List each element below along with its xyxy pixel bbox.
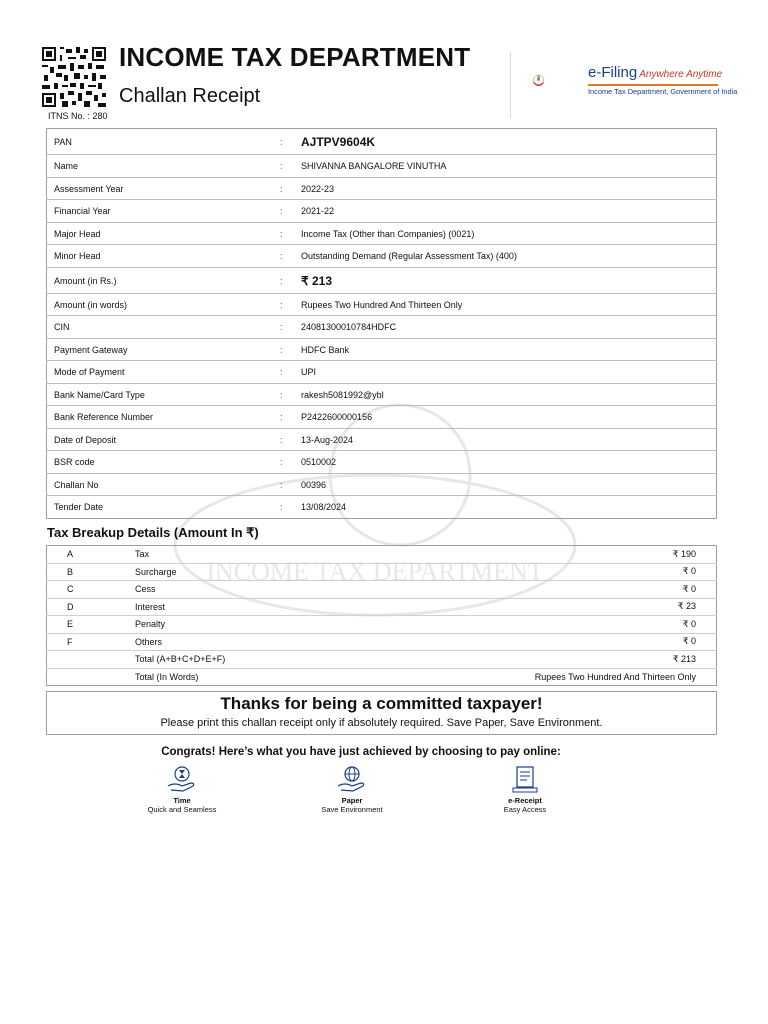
detail-label: Financial Year: [47, 200, 281, 223]
detail-row: [47, 200, 717, 223]
breakup-amount: Rupees Two Hundred And Thirteen Only: [335, 668, 717, 686]
detail-separator: :: [280, 361, 300, 384]
detail-separator: :: [280, 384, 300, 406]
detail-value: 13/08/2024: [300, 496, 717, 519]
detail-separator: :: [280, 245, 300, 268]
detail-label: PAN: [54, 136, 72, 147]
detail-separator: :: [280, 136, 283, 147]
detail-separator: :: [280, 155, 300, 178]
detail-value: 2021-22: [300, 200, 717, 223]
detail-label: Payment Gateway: [47, 339, 281, 361]
detail-value: SHIVANNA BANGALORE VINUTHA: [300, 155, 717, 178]
detail-separator: :: [280, 474, 300, 496]
breakup-amount: ₹ 0: [335, 616, 717, 634]
detail-separator: :: [280, 451, 300, 474]
breakup-code: C: [47, 581, 136, 599]
qr-code: [42, 47, 106, 107]
detail-value: ₹ 213: [300, 268, 717, 294]
detail-row: [47, 178, 717, 200]
breakup-amount: ₹ 23: [335, 598, 717, 616]
detail-separator: :: [280, 223, 300, 245]
efiling-logo-emblem: [530, 58, 590, 104]
breakup-label: Surcharge: [135, 563, 335, 581]
detail-separator: :: [280, 268, 300, 294]
breakup-amount: ₹ 0: [335, 633, 717, 651]
breakup-row: [47, 668, 717, 686]
detail-row: [47, 155, 717, 178]
detail-label: Amount (in words): [47, 294, 281, 316]
detail-separator: :: [280, 178, 300, 200]
congrats-heading: Congrats! Here’s what you have just achieved by choosing to pay online:: [161, 746, 561, 758]
breakup-title: Tax Breakup Details (Amount In ₹): [47, 525, 259, 540]
efiling-wordmark: e-Filing: [588, 64, 638, 81]
detail-label: CIN: [47, 316, 281, 339]
breakup-amount: ₹ 190: [672, 548, 696, 559]
detail-label: Bank Reference Number: [47, 406, 281, 429]
breakup-label: Interest: [135, 598, 335, 616]
breakup-code: [47, 651, 136, 669]
detail-value: UPI: [300, 361, 717, 384]
detail-label: Assessment Year: [47, 178, 281, 200]
detail-value: Income Tax (Other than Companies) (0021): [300, 223, 717, 245]
detail-row: [47, 223, 717, 245]
breakup-label: Penalty: [135, 616, 335, 634]
detail-row: [47, 129, 717, 155]
detail-row: [47, 406, 717, 429]
page-title: INCOME TAX DEPARTMENT: [119, 42, 471, 72]
e-receipt-icon: [508, 766, 542, 794]
feature-time-title: Time: [173, 796, 191, 805]
breakup-code: [47, 668, 136, 686]
detail-value: Rupees Two Hundred And Thirteen Only: [300, 294, 717, 316]
detail-label: Bank Name/Card Type: [47, 384, 281, 406]
detail-separator: :: [280, 339, 300, 361]
detail-row: [47, 268, 717, 294]
detail-value: 13-Aug-2024: [300, 429, 717, 451]
detail-value: HDFC Bank: [300, 339, 717, 361]
breakup-label: Cess: [135, 581, 335, 599]
feature-ereceipt: [465, 766, 585, 814]
breakup-row: [47, 651, 717, 669]
feature-paper: [292, 766, 412, 814]
detail-row: [47, 474, 717, 496]
detail-separator: :: [280, 496, 300, 519]
breakup-amount: ₹ 0: [335, 563, 717, 581]
efiling-logo-text: [588, 64, 722, 81]
detail-value: 2022-23: [300, 178, 717, 200]
detail-separator: :: [280, 316, 300, 339]
itns-number: ITNS No. : 280: [48, 111, 108, 121]
feature-ereceipt-title: e-Receipt: [508, 796, 542, 805]
thanks-heading: Thanks for being a committed taxpayer!: [220, 694, 543, 713]
breakup-label: Total (In Words): [135, 668, 335, 686]
detail-separator: :: [280, 294, 300, 316]
detail-value: 24081300010784HDFC: [300, 316, 717, 339]
detail-row: [47, 496, 717, 519]
challan-details-table: [46, 128, 717, 519]
breakup-code: B: [47, 563, 136, 581]
breakup-label: Others: [135, 633, 335, 651]
detail-separator: :: [280, 200, 300, 223]
breakup-row: [47, 598, 717, 616]
efiling-dept-text: Income Tax Department, Government of India: [588, 87, 738, 96]
detail-value: rakesh5081992@ybl: [300, 384, 717, 406]
detail-value: Outstanding Demand (Regular Assessment Tax) (400): [300, 245, 717, 268]
feature-time: [122, 766, 242, 814]
detail-separator: :: [280, 429, 300, 451]
globe-hand-icon: [335, 766, 369, 794]
detail-label: Challan No: [47, 474, 281, 496]
breakup-code: E: [47, 616, 136, 634]
feature-time-sub: Quick and Seamless: [147, 805, 217, 814]
logo-underline: [588, 84, 718, 86]
detail-value: 00396: [300, 474, 717, 496]
breakup-row: [47, 633, 717, 651]
hourglass-hand-icon: [165, 766, 199, 794]
detail-row: [47, 451, 717, 474]
breakup-amount: ₹ 213: [335, 651, 717, 669]
detail-label: Minor Head: [47, 245, 281, 268]
thanks-note: Please print this challan receipt only if absolutely required. Save Paper, Save Environment.: [160, 717, 603, 729]
breakup-amount: ₹ 0: [335, 581, 717, 599]
feature-paper-sub: Save Environment: [321, 805, 383, 814]
header-divider: [510, 52, 511, 118]
detail-separator: :: [280, 406, 300, 429]
feature-paper-title: Paper: [341, 796, 363, 805]
breakup-row: [47, 616, 717, 634]
detail-row: [47, 429, 717, 451]
breakup-row: [47, 546, 717, 564]
breakup-row: [47, 581, 717, 599]
thanks-box: [46, 691, 717, 735]
breakup-code: F: [47, 633, 136, 651]
detail-value: 0510002: [300, 451, 717, 474]
detail-row: [47, 316, 717, 339]
detail-label: Tender Date: [47, 496, 281, 519]
breakup-label: Total (A+B+C+D+E+F): [135, 651, 335, 669]
detail-value: AJTPV9604K: [301, 134, 376, 149]
page-subtitle: Challan Receipt: [119, 85, 261, 107]
feature-ereceipt-sub: Easy Access: [503, 805, 547, 814]
detail-label: BSR code: [47, 451, 281, 474]
watermark-text: INCOME TAX DEPARTMENT: [206, 557, 544, 586]
detail-row: [47, 384, 717, 406]
detail-label: Mode of Payment: [47, 361, 281, 384]
breakup-row: [47, 563, 717, 581]
detail-row: [47, 339, 717, 361]
detail-label: Amount (in Rs.): [47, 268, 281, 294]
detail-label: Date of Deposit: [47, 429, 281, 451]
breakup-code: A: [67, 549, 74, 560]
detail-row: [47, 245, 717, 268]
detail-label: Name: [47, 155, 281, 178]
detail-label: Major Head: [47, 223, 281, 245]
breakup-code: D: [47, 598, 136, 616]
breakup-label: Tax: [135, 549, 150, 560]
efiling-tagline: Anywhere Anytime: [639, 69, 723, 80]
tax-breakup-table: [46, 545, 717, 686]
detail-value: P2422600000156: [300, 406, 717, 429]
detail-row: [47, 361, 717, 384]
detail-row: [47, 294, 717, 316]
